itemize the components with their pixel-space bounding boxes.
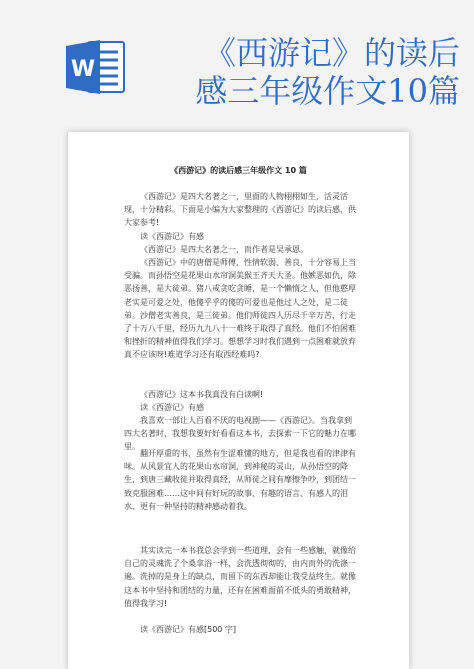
paragraph: 《西游记》是四大名著之一，里面的人物栩栩如生，活灵活现，十分精彩。下面是小编为大家整理的《西游记》的读后感，供大家参考! — [124, 192, 356, 228]
paragraph: 《西游记》这本书我真没有白读啊! — [140, 390, 264, 399]
paragraph: 《西游记》中的唐僧是师傅，性情软弱、善良，十分容易上当受骗。而孙悟空是花果山水帘洞美猴王齐天大圣。他嫉恶如仇，除恶扬善，是大徒弟。猪八戒贪吃贪睡，是一个懒惰之人，但他憨厚老实是可爱之处，他傻乎乎的傻的可爱也是他过人之处，是二徒弟。沙僧老实善良，是三徒弟。他们师徒四人历尽千辛万苦，行走了十万八千里，经历九九八十一难终于取得了真经。他们不怕困难和挫折的精神值得我们学习。想想学习时我们遇到一点困难就放弃真不应该呀!难道学习还有取西经难吗? — [124, 258, 356, 360]
paragraph: 我喜欢一部让人百看不厌的电视剧——《西游记》。当我拿到四大名著时，我想我要好好看看这本书，去探索一下它的魅力在哪里。 — [124, 416, 356, 452]
word-logo-letter: W — [70, 57, 96, 82]
paragraph: 读《西游记》有感 — [140, 232, 204, 241]
word-icon — [66, 36, 126, 98]
paragraph: 读《西游记》有感 — [140, 403, 204, 412]
document-page — [68, 132, 409, 669]
document-title: 《西游记》的读后感三年级作文 10 篇 — [170, 166, 307, 175]
paragraph: 翻开厚重的书，虽然有生涩难懂的地方，但是我也看的津津有味。从风景宜人的花果山水帘洞，到神秘的灵山，从孙悟空的降生，到唐三藏收徒并取得真经，从师徒之间有摩擦争吵，到团结一致克服困难……这中间有好玩的故事、有趣的语言、有感人的泪水、更有一种坚持的精神感动着我。 — [124, 449, 356, 511]
paragraph: 《西游记》是四大名著之一，而作者是吴承恩。 — [140, 245, 308, 254]
banner — [0, 0, 474, 128]
paragraph: 其实读完一本书我总会学到一些道理，会有一些感触，就像给自己的灵魂洗了个桑拿浴一样，会洗透彻彻的，由内而外的洗涤一遍。洗掉的是身上的缺点，而留下的东西却能让我受益终生。就像这本书中坚持和团结的力量，还有在困难面前不低头的勇敢精神，值得我学习! — [124, 546, 356, 608]
banner-title-line-2: 感三年级作文10篇 — [195, 72, 460, 110]
banner-title-line-1: 《西游记》的读后 — [203, 34, 460, 72]
paragraph: 读《西游记》有感[500 字] — [140, 625, 237, 634]
